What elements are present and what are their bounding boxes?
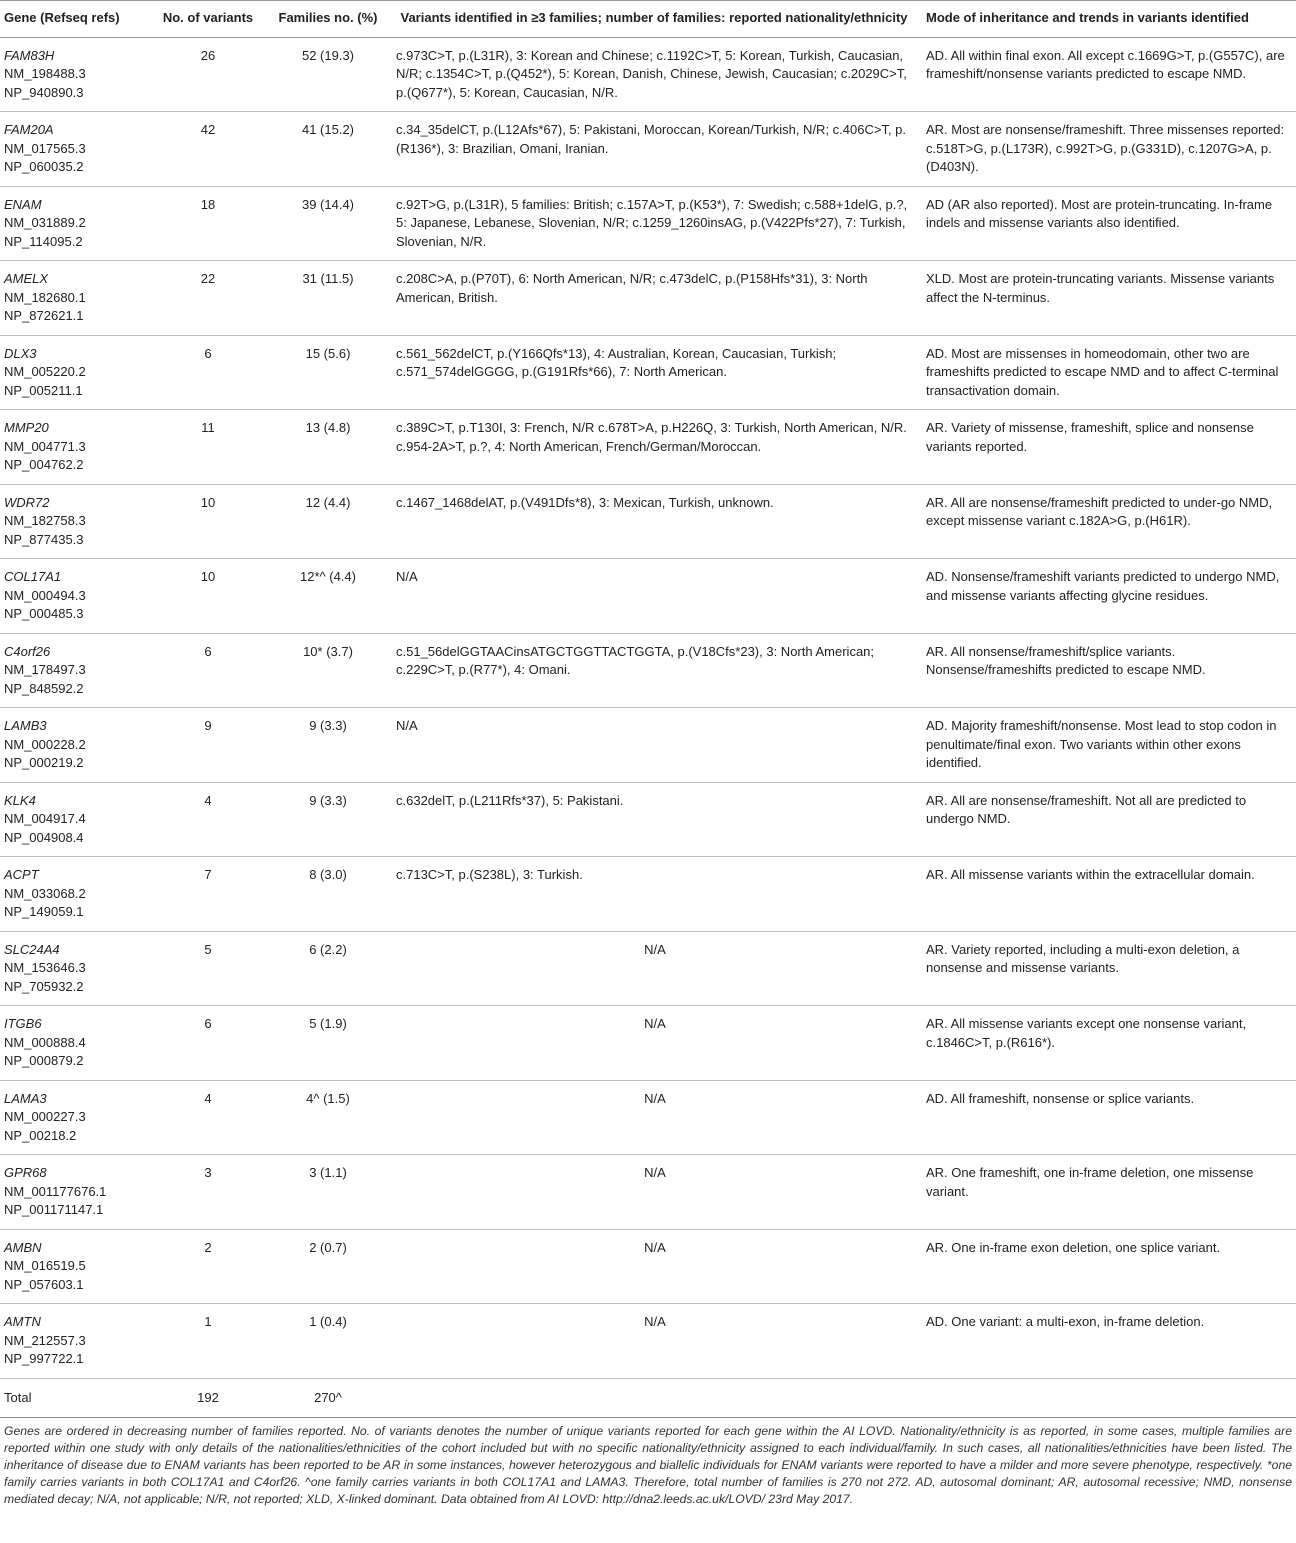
table-row — [0, 1229, 1296, 1304]
gene-name: ENAM — [4, 196, 42, 212]
variants-identified: c.92T>G, p.(L31R), 5 families: British; c.157A>T, p.(K53*), 7: Swedish; c.588+1delG, p.?, 5: Japanese, Lebanese, Slovenian, N/R; c.1259_1260insAG, p.(V422Pfs*27), 7: Turkish, Slovenian, N/R. — [390, 186, 918, 261]
inheritance-mode: AD. All within final exon. All except c.1669G>T, p.(G557C), are frameshift/nonsense variants predicted to escape NMD. — [918, 37, 1296, 112]
gene-name: SLC24A4 — [4, 941, 60, 957]
variant-count: 5 — [150, 931, 266, 1006]
gene-name: C4orf26 — [4, 643, 51, 659]
variant-count: 4 — [150, 782, 266, 857]
gene-name: ITGB6 — [4, 1016, 42, 1031]
np-ref: NP_060035.2 — [4, 159, 84, 174]
table-row — [0, 708, 1296, 783]
nm-ref: NM_198488.3 — [4, 66, 86, 81]
total-empty-cell — [390, 1378, 918, 1418]
nm-ref: NM_031889.2 — [4, 215, 86, 230]
nm-ref: NM_000227.3 — [4, 1109, 86, 1124]
gene-name: KLK4 — [4, 792, 36, 808]
table-row — [0, 484, 1296, 559]
table-header — [0, 1, 1296, 38]
np-ref: NP_00218.2 — [4, 1127, 77, 1143]
nm-ref: NM_004917.4 — [4, 811, 86, 826]
variant-count: 3 — [150, 1155, 266, 1230]
family-count: 9 (3.3) — [266, 782, 390, 857]
variants-identified: c.389C>T, p.T130I, 3: French, N/R c.678T>A, p.H226Q, 3: Turkish, North American, N/R. c.954-2A>T, p.?, 4: North American, French/German/Moroccan. — [390, 410, 918, 485]
np-ref: NP_705932.2 — [4, 978, 84, 994]
table-row — [0, 931, 1296, 1006]
table-row — [0, 1304, 1296, 1379]
inheritance-mode: AD. Most are missenses in homeodomain, other two are frameshifts predicted to escape NMD and to affect C-terminal transactivation domain. — [918, 335, 1296, 410]
header-row — [0, 1, 1296, 38]
gene-name: MMP20 — [4, 420, 49, 435]
family-count: 12*^ (4.4) — [266, 559, 390, 634]
np-ref: NP_997722.1 — [4, 1351, 84, 1366]
table-row — [0, 112, 1296, 187]
variants-identified: c.34_35delCT, p.(L12Afs*67), 5: Pakistani, Moroccan, Korean/Turkish, N/R; c.406C>T, p.(R136*), 3: Brazilian, Omani, Iranian. — [390, 112, 918, 187]
family-count: 4^ (1.5) — [266, 1080, 390, 1155]
family-count: 2 (0.7) — [266, 1229, 390, 1304]
family-count: 3 (1.1) — [266, 1155, 390, 1230]
gene-name: DLX3 — [4, 345, 37, 361]
np-ref: NP_004762.2 — [4, 457, 84, 472]
nm-ref: NM_017565.3 — [4, 140, 86, 156]
variants-identified: N/A — [390, 931, 918, 1006]
table-row — [0, 410, 1296, 485]
family-count: 6 (2.2) — [266, 931, 390, 1006]
gene-cell — [0, 1155, 150, 1230]
table-row — [0, 37, 1296, 112]
family-count: 39 (14.4) — [266, 186, 390, 261]
variant-count: 18 — [150, 186, 266, 261]
gene-cell — [0, 484, 150, 559]
variant-count: 10 — [150, 484, 266, 559]
variants-identified: N/A — [390, 1304, 918, 1379]
np-ref: NP_149059.1 — [4, 904, 84, 919]
variant-count: 10 — [150, 559, 266, 634]
nm-ref: NM_182758.3 — [4, 513, 86, 528]
inheritance-mode: AR. All nonsense/frameshift/splice variants. Nonsense/frameshifts predicted to escape NMD. — [918, 633, 1296, 708]
header-variants: No. of variants — [150, 1, 266, 38]
inheritance-mode: AR. All missense variants except one nonsense variant, c.1846C>T, p.(R616*). — [918, 1006, 1296, 1081]
nm-ref: NM_000494.3 — [4, 587, 86, 603]
inheritance-mode: AR. All are nonsense/frameshift. Not all are predicted to undergo NMD. — [918, 782, 1296, 857]
table-row — [0, 335, 1296, 410]
nm-ref: NM_001177676.1 — [4, 1183, 107, 1199]
family-count: 12 (4.4) — [266, 484, 390, 559]
variants-identified: c.51_56delGGTAACinsATGCTGGTTACTGGTA, p.(V18Cfs*23), 3: North American; c.229C>T, p.(R77*), 4: Omani. — [390, 633, 918, 708]
table-row — [0, 857, 1296, 932]
nm-ref: NM_000228.2 — [4, 736, 86, 752]
nm-ref: NM_153646.3 — [4, 960, 86, 975]
inheritance-mode: AD. One variant: a multi-exon, in-frame deletion. — [918, 1304, 1296, 1379]
gene-cell — [0, 633, 150, 708]
np-ref: NP_872621.1 — [4, 308, 84, 323]
gene-name: AMELX — [4, 271, 49, 286]
inheritance-mode: AR. Variety of missense, frameshift, splice and nonsense variants reported. — [918, 410, 1296, 485]
nm-ref: NM_005220.2 — [4, 364, 86, 379]
variants-identified: N/A — [390, 1229, 918, 1304]
family-count: 52 (19.3) — [266, 37, 390, 112]
np-ref: NP_940890.3 — [4, 84, 84, 100]
variants-identified: c.208C>A, p.(P70T), 6: North American, N/R; c.473delC, p.(P158Hfs*31), 3: North American, British. — [390, 261, 918, 336]
inheritance-mode: AD (AR also reported). Most are protein-truncating. In-frame indels and missense variants also identified. — [918, 186, 1296, 261]
total-families: 270^ — [266, 1378, 390, 1418]
family-count: 1 (0.4) — [266, 1304, 390, 1379]
variant-count: 22 — [150, 261, 266, 336]
total-empty-cell — [918, 1378, 1296, 1418]
np-ref: NP_848592.2 — [4, 680, 84, 696]
gene-name: FAM83H — [4, 47, 55, 63]
table-row — [0, 186, 1296, 261]
variants-identified: N/A — [390, 559, 918, 634]
inheritance-mode: AR. All missense variants within the extracellular domain. — [918, 857, 1296, 932]
gene-cell — [0, 857, 150, 932]
gene-name: GPR68 — [4, 1165, 47, 1180]
variant-count: 42 — [150, 112, 266, 187]
family-count: 9 (3.3) — [266, 708, 390, 783]
variants-identified: c.561_562delCT, p.(Y166Qfs*13), 4: Australian, Korean, Caucasian, Turkish; c.571_574delGGGG, p.(G191Rfs*66), 7: North American. — [390, 335, 918, 410]
variants-identified: c.713C>T, p.(S238L), 3: Turkish. — [390, 857, 918, 932]
np-ref: NP_114095.2 — [4, 233, 83, 249]
total-label: Total — [0, 1378, 150, 1418]
total-row — [0, 1378, 1296, 1418]
table-body — [0, 37, 1296, 1418]
inheritance-mode: AR. Most are nonsense/frameshift. Three missenses reported: c.518T>G, p.(L173R), c.992T>G, p.(G331D), c.1207G>A, p.(D403N). — [918, 112, 1296, 187]
nm-ref: NM_033068.2 — [4, 885, 86, 901]
gene-cell — [0, 37, 150, 112]
table-row — [0, 782, 1296, 857]
family-count: 41 (15.2) — [266, 112, 390, 187]
variant-count: 6 — [150, 633, 266, 708]
np-ref: NP_877435.3 — [4, 531, 84, 547]
np-ref: NP_000879.2 — [4, 1053, 84, 1068]
header-identified: Variants identified in ≥3 families; number of families: reported nationality/ethnicity — [390, 1, 918, 38]
inheritance-mode: AR. Variety reported, including a multi-exon deletion, a nonsense and missense variants. — [918, 931, 1296, 1006]
gene-name: COL17A1 — [4, 569, 62, 584]
inheritance-mode: AD. Majority frameshift/nonsense. Most lead to stop codon in penultimate/final exon. Two variants within other exons identified. — [918, 708, 1296, 783]
family-count: 10* (3.7) — [266, 633, 390, 708]
variant-count: 26 — [150, 37, 266, 112]
gene-cell — [0, 335, 150, 410]
family-count: 15 (5.6) — [266, 335, 390, 410]
table-row — [0, 633, 1296, 708]
family-count: 5 (1.9) — [266, 1006, 390, 1081]
header-mode: Mode of inheritance and trends in variants identified — [918, 1, 1296, 38]
gene-cell — [0, 708, 150, 783]
variant-count: 6 — [150, 335, 266, 410]
gene-cell — [0, 1229, 150, 1304]
table-row — [0, 1006, 1296, 1081]
total-variants: 192 — [150, 1378, 266, 1418]
inheritance-mode: XLD. Most are protein-truncating variants. Missense variants affect the N-terminus. — [918, 261, 1296, 336]
gene-cell — [0, 1006, 150, 1081]
nm-ref: NM_182680.1 — [4, 289, 86, 305]
variant-count: 1 — [150, 1304, 266, 1379]
table-footnote: Genes are ordered in decreasing number of families reported. No. of variants denotes the number of unique variants reported for each gene within the AI LOVD. Nationality/ethnicity is as reported, in some cases, multiple families are reported within one study with only details of the nationalities/ethnicities of the cohort included but with no specific nationality/ethnicity assigned to each individual/family. In such cases, all nationalities/ethnicities have been listed. The inheritance of disease due to ENAM variants has been reported to be AR in some instances, however heterozygous and biallelic individuals for ENAM variants were reported to have a milder and more severe phenotype, respectively. *one family carries variants in both COL17A1 and C4orf26. ^one family carries variants in both COL17A1 and LAMA3. Therefore, total number of families is 270 not 272. AD, autosomal dominant; AR, autosomal recessive; NMD, nonsense mediated decay; N/A, not applicable; N/R, not reported; XLD, X-linked dominant. Data obtained from AI LOVD: http://dna2.leeds.ac.uk/LOVD/ 23rd May 2017. — [4, 1424, 1292, 1506]
nm-ref: NM_016519.5 — [4, 1258, 86, 1273]
gene-name: LAMB3 — [4, 718, 47, 733]
nm-ref: NM_212557.3 — [4, 1332, 86, 1348]
gene-cell — [0, 1304, 150, 1379]
np-ref: NP_004908.4 — [4, 829, 84, 845]
gene-name: WDR72 — [4, 494, 50, 510]
table-row — [0, 559, 1296, 634]
variant-count: 4 — [150, 1080, 266, 1155]
np-ref: NP_000219.2 — [4, 755, 84, 770]
gene-cell — [0, 112, 150, 187]
family-count: 13 (4.8) — [266, 410, 390, 485]
np-ref: NP_001171147.1 — [4, 1202, 104, 1217]
gene-name: ACPT — [4, 867, 39, 882]
table-row — [0, 261, 1296, 336]
gene-cell — [0, 931, 150, 1006]
inheritance-mode: AD. Nonsense/frameshift variants predicted to undergo NMD, and missense variants affecting glycine residues. — [918, 559, 1296, 634]
gene-name: AMBN — [4, 1239, 42, 1255]
variants-identified: N/A — [390, 1080, 918, 1155]
family-count: 8 (3.0) — [266, 857, 390, 932]
gene-cell — [0, 261, 150, 336]
nm-ref: NM_178497.3 — [4, 662, 86, 677]
variants-identified: c.1467_1468delAT, p.(V491Dfs*8), 3: Mexican, Turkish, unknown. — [390, 484, 918, 559]
np-ref: NP_000485.3 — [4, 606, 84, 621]
variant-count: 7 — [150, 857, 266, 932]
gene-name: AMTN — [4, 1314, 41, 1329]
variants-identified: c.973C>T, p.(L31R), 3: Korean and Chinese; c.1192C>T, 5: Korean, Turkish, Caucasian, N/R; c.1354C>T, p.(Q452*), 5: Korean, Danish, Chinese, Jewish, Caucasian; c.2029C>T, p.(Q677*), 5: Korean, Caucasian, N/R. — [390, 37, 918, 112]
variants-identified: N/A — [390, 1006, 918, 1081]
header-gene: Gene (Refseq refs) — [0, 1, 150, 38]
variant-count: 6 — [150, 1006, 266, 1081]
variants-identified: N/A — [390, 1155, 918, 1230]
inheritance-mode: AR. One in-frame exon deletion, one splice variant. — [918, 1229, 1296, 1304]
gene-cell — [0, 410, 150, 485]
gene-name: LAMA3 — [4, 1090, 47, 1106]
nm-ref: NM_004771.3 — [4, 438, 86, 454]
variants-identified: N/A — [390, 708, 918, 783]
variant-count: 9 — [150, 708, 266, 783]
inheritance-mode: AD. All frameshift, nonsense or splice variants. — [918, 1080, 1296, 1155]
np-ref: NP_005211.1 — [4, 382, 83, 398]
variants-identified: c.632delT, p.(L211Rfs*37), 5: Pakistani. — [390, 782, 918, 857]
gene-name: FAM20A — [4, 122, 54, 137]
gene-cell — [0, 1080, 150, 1155]
gene-cell — [0, 782, 150, 857]
family-count: 31 (11.5) — [266, 261, 390, 336]
inheritance-mode: AR. All are nonsense/frameshift predicted to under-go NMD, except missense variant c.182A>G, p.(H61R). — [918, 484, 1296, 559]
nm-ref: NM_000888.4 — [4, 1034, 86, 1050]
gene-cell — [0, 186, 150, 261]
header-families: Families no. (%) — [266, 1, 390, 38]
table-row — [0, 1155, 1296, 1230]
table-row — [0, 1080, 1296, 1155]
variant-count: 2 — [150, 1229, 266, 1304]
gene-cell — [0, 559, 150, 634]
inheritance-mode: AR. One frameshift, one in-frame deletion, one missense variant. — [918, 1155, 1296, 1230]
np-ref: NP_057603.1 — [4, 1276, 84, 1292]
variant-count: 11 — [150, 410, 266, 485]
